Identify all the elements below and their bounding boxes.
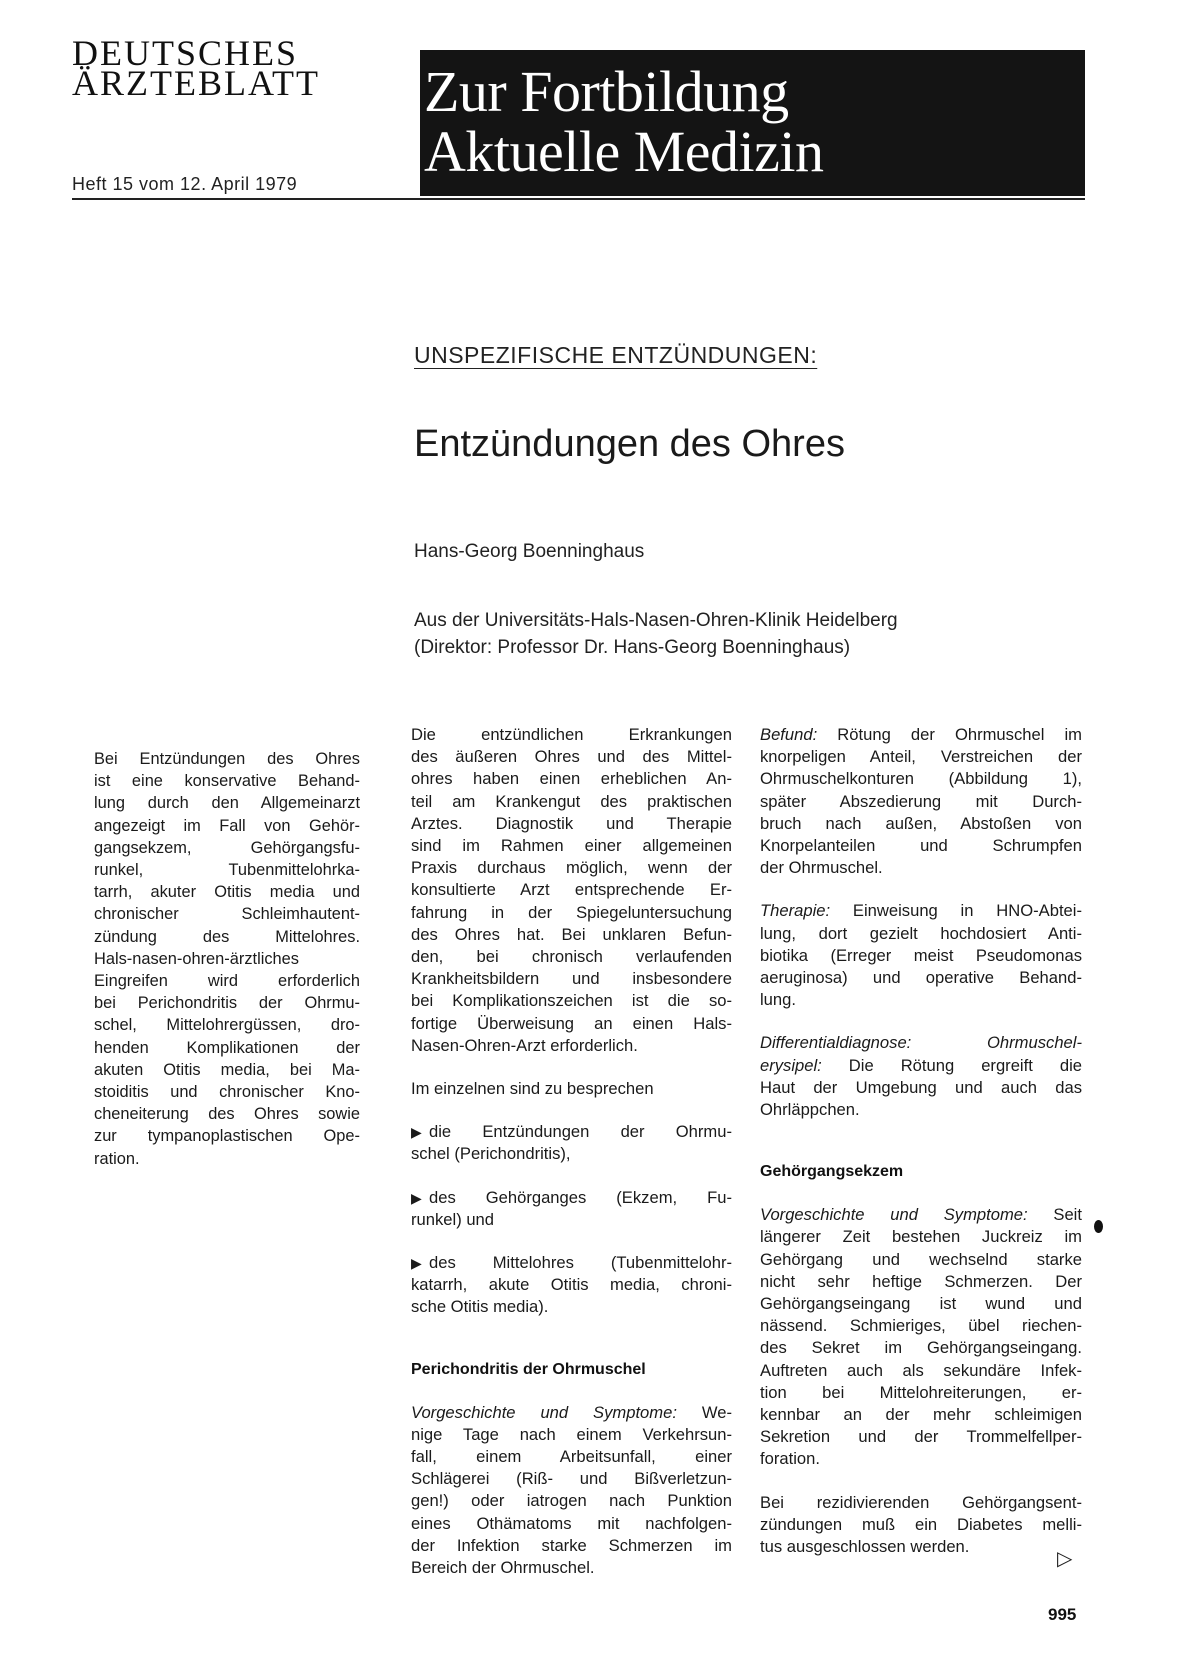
- affiliation: [414, 607, 898, 661]
- text-line: biotika (Erreger meist Pseudomonas: [760, 945, 1082, 965]
- text-line: ohres haben einen erheblichen An-: [411, 769, 732, 789]
- text-line: zündung des Mittelohres.: [94, 927, 360, 946]
- affiliation-line2: (Direktor: Professor Dr. Hans-Georg Boenninghaus): [414, 637, 851, 658]
- text-line: Bei Entzündungen des Ohres: [94, 750, 360, 768]
- bullet-icon: ▶: [411, 1124, 422, 1141]
- text-line: fortige Überweisung an einen Hals-: [411, 1013, 732, 1033]
- journal-name: [72, 33, 402, 103]
- banner-line1: Zur Fortbildung: [424, 59, 789, 124]
- article-title: Entzündungen des Ohres: [414, 423, 845, 465]
- journal-name-line2: ÄRZTEBLATT: [72, 63, 320, 103]
- diff-paragraph: [760, 1077, 1082, 1121]
- section-heading: Perichondritis der Ohrmuschel: [411, 1360, 646, 1378]
- section-label: UNSPEZIFISCHE ENTZÜNDUNGEN:: [414, 342, 818, 368]
- text-line: Nasen-Ohren-Arzt erforderlich.: [411, 1035, 638, 1055]
- bullet-icon: ▶: [411, 1255, 422, 1272]
- text-line: stoiditis und chronischer Kno-: [94, 1083, 360, 1102]
- text-line: lung durch den Allgemeinarzt: [94, 794, 360, 813]
- list-intro: Im einzelnen sind zu besprechen: [411, 1079, 654, 1099]
- text-line: Bereich der Ohrmuschel.: [411, 1558, 595, 1578]
- affiliation-line1: Aus der Universitäts-Hals-Nasen-Ohren-Klinik Heidelberg: [414, 610, 898, 631]
- text-line: ist eine konservative Behand-: [94, 772, 360, 791]
- text-line: chronischer Schleimhautent-: [94, 905, 360, 924]
- history-paragraph: [760, 1226, 1082, 1470]
- text-line: zur tympanoplastischen Ope-: [94, 1127, 360, 1146]
- margin-mark: [1094, 1220, 1103, 1233]
- text-line: der Infektion starke Schmerzen im: [411, 1535, 732, 1555]
- text-line: henden Komplikationen der: [94, 1038, 360, 1057]
- issue-date: Heft 15 vom 12. April 1979: [72, 174, 298, 194]
- text-line: des äußeren Ohres und des Mittel-: [411, 747, 732, 767]
- text-line: gangsekzem, Gehörgangsfu-: [94, 838, 360, 857]
- text-line: fall, einem Arbeitsunfall, einer: [411, 1447, 732, 1467]
- continue-arrow-icon: ▷: [1057, 1548, 1073, 1570]
- column-right: [760, 724, 1082, 1558]
- list-item: ▶ die Entzündungen der Ohrmu- schel (Perichondritis),: [411, 1122, 732, 1164]
- text-line: bei Komplikationszeichen ist die so-: [411, 991, 732, 1011]
- text-line: Arztes. Diagnostik und Therapie: [411, 813, 732, 833]
- text-line: knorpeligen Anteil, Verstreichen der: [760, 747, 1082, 767]
- text-line: lung, dort gezielt hochdosiert Anti-: [760, 923, 1082, 943]
- text-line: Sekretion und der Trommelfellper-: [760, 1427, 1082, 1447]
- text-line: Hals-nasen-ohren-ärztliches: [94, 949, 299, 968]
- befund-paragraph: [760, 746, 1082, 879]
- text-line: des Sekret im Gehörgangseingang.: [760, 1338, 1082, 1358]
- text-line: Knorpelanteilen und Schrumpfen: [760, 836, 1082, 856]
- column-middle: [411, 724, 732, 1579]
- text-line: teil am Krankengut des praktischen: [411, 791, 732, 811]
- text-line: Ohrläppchen.: [760, 1100, 860, 1120]
- page-number: 995: [1048, 1605, 1077, 1624]
- section-banner: [420, 50, 1085, 196]
- diff-first-line: Differentialdiagnose: Ohrmuschel-: [760, 1033, 1082, 1053]
- intro-paragraph: [411, 724, 732, 1057]
- text-line: Die entzündlichen Erkrankungen: [411, 725, 732, 744]
- list-item: ▶ des Gehörganges (Ekzem, Fu- runkel) und: [411, 1187, 732, 1229]
- text-line: bruch nach außen, Abstoßen von: [760, 813, 1082, 833]
- text-line: Schlägerei (Riß- und Bißverletzun-: [411, 1469, 732, 1489]
- text-line: cheneiterung des Ohres sowie: [94, 1105, 360, 1124]
- text-line: Praxis durchaus möglich, wenn der: [411, 858, 732, 878]
- header-rule: [72, 198, 1085, 200]
- text-line: fahrung in der Spiegeluntersuchung: [411, 902, 732, 922]
- therapie-paragraph: [760, 923, 1082, 1012]
- text-line: nässend. Schmieriges, übel riechen-: [760, 1316, 1082, 1336]
- text-line: foration.: [760, 1449, 820, 1469]
- list-item: ▶ des Mittelohres (Tubenmittelohr- katarrh, akute Otitis media, chroni- sche Otitis media).: [411, 1253, 732, 1317]
- bullet-icon: ▶: [411, 1189, 422, 1206]
- text-line: gen!) oder iatrogen nach Punktion: [411, 1491, 732, 1511]
- text-line: zündungen muß ein Diabetes melli-: [760, 1514, 1082, 1534]
- text-line: runkel, Tubenmittelohrka-: [94, 861, 360, 880]
- text-line: lung.: [760, 990, 796, 1010]
- text-line: des Ohres hat. Bei unklaren Befun-: [411, 924, 732, 944]
- text-line: kennbar an der mehr schleimigen: [760, 1405, 1082, 1425]
- therapie-first-line: Therapie: Einweisung in HNO-Abtei-: [760, 901, 1082, 921]
- text-line: nicht sehr heftige Schmerzen. Der: [760, 1271, 1082, 1291]
- text-line: Auftreten auch als sekundäre Infek-: [760, 1360, 1082, 1380]
- text-line: akuten Otitis media, bei Ma-: [94, 1060, 360, 1079]
- text-line: der Ohrmuschel.: [760, 858, 883, 878]
- text-line: tus ausgeschlossen werden.: [760, 1537, 970, 1557]
- text-line: Bei rezidivierenden Gehörgangsent-: [760, 1492, 1082, 1512]
- text-line: Krankheitsbildern und insbesondere: [411, 969, 732, 989]
- text-line: angezeigt im Fall von Gehör-: [94, 816, 360, 835]
- text-line: aeruginosa) und operative Behand-: [760, 968, 1082, 988]
- text-line: bei Perichondritis der Ohrmu-: [94, 994, 360, 1013]
- text-line: eines Othämatoms mit nachfolgen-: [411, 1513, 732, 1533]
- text-line: später Abszedierung mit Durch-: [760, 791, 1082, 811]
- text-line: ration.: [94, 1149, 140, 1168]
- section-heading: Gehörgangsekzem: [760, 1163, 904, 1181]
- befund-first-line: Befund: Rötung der Ohrmuschel im: [760, 725, 1082, 744]
- text-line: sind im Rahmen einer allgemeinen: [411, 836, 732, 856]
- history-paragraph: [411, 1424, 732, 1579]
- diff-second-line: erysipel: Die Rötung ergreift die: [760, 1055, 1082, 1075]
- text-line: nige Tage nach einem Verkehrsun-: [411, 1424, 732, 1444]
- abstract: [94, 748, 360, 1170]
- text-line: konsultierte Arzt entsprechende Er-: [411, 880, 732, 900]
- history-first-line: Vorgeschichte und Symptome: We-: [411, 1402, 732, 1422]
- history-first-line: Vorgeschichte und Symptome: Seit: [760, 1205, 1082, 1225]
- banner-line2: Aktuelle Medizin: [424, 119, 824, 184]
- text-line: Gehörgang und wechselnd starke: [760, 1249, 1082, 1269]
- abstract-body: [94, 748, 360, 1170]
- text-line: schel, Mittelohrergüssen, dro-: [94, 1016, 360, 1035]
- text-line: tarrh, akuter Otitis media und: [94, 883, 360, 902]
- closing-paragraph: [760, 1492, 1082, 1559]
- text-line: Haut der Umgebung und auch das: [760, 1077, 1082, 1097]
- author: Hans-Georg Boenninghaus: [414, 541, 645, 562]
- text-line: tion bei Mittelohreiterungen, er-: [760, 1382, 1082, 1402]
- text-line: Ohrmuschelkonturen (Abbildung 1),: [760, 769, 1082, 789]
- text-line: Gehörgangseingang ist wund und: [760, 1294, 1082, 1314]
- text-line: längerer Zeit bestehen Juckreiz im: [760, 1227, 1082, 1247]
- text-line: Eingreifen wird erforderlich: [94, 972, 360, 991]
- journal-name-line1: DEUTSCHES: [72, 33, 299, 73]
- text-line: den, bei chronisch verlaufenden: [411, 947, 732, 967]
